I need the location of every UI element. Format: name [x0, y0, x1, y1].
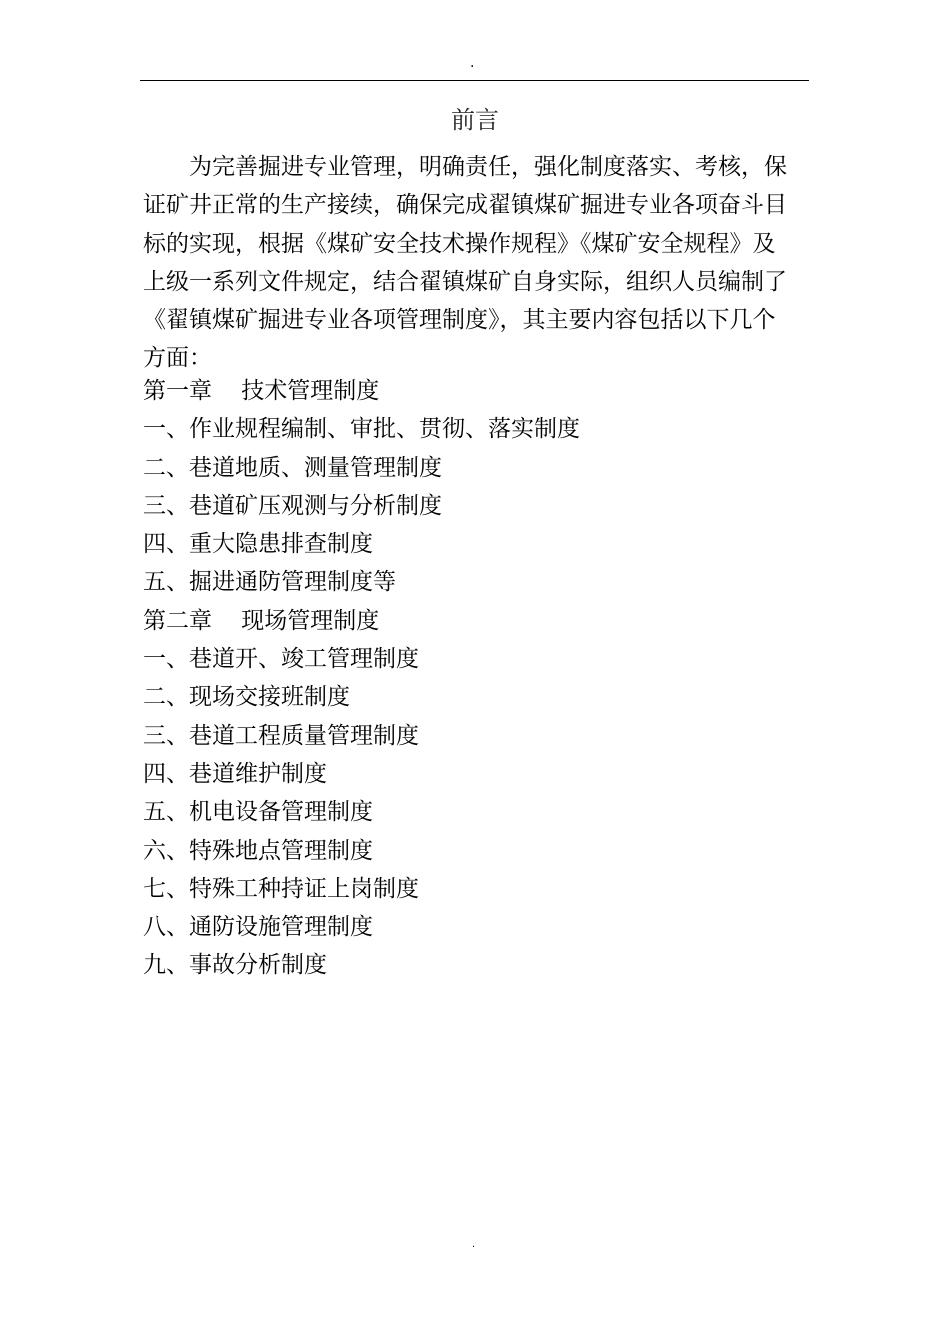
- outline-item: 二、现场交接班制度: [143, 684, 350, 711]
- intro-paragraph: [143, 148, 823, 378]
- outline-item: 三、巷道矿压观测与分析制度: [143, 492, 442, 519]
- outline-item: 四、巷道维护制度: [143, 760, 327, 787]
- outline-item: 三、巷道工程质量管理制度: [143, 722, 419, 749]
- outline-item: 一、作业规程编制、审批、贯彻、落实制度: [143, 416, 580, 443]
- outline-item: 九、事故分析制度: [143, 952, 327, 979]
- outline-item: 五、掘进通防管理制度等: [143, 569, 396, 596]
- outline-item: 七、特殊工种持证上岗制度: [143, 875, 419, 902]
- outline-item: 二、巷道地质、测量管理制度: [143, 454, 442, 481]
- outline-item: 八、通防设施管理制度: [143, 914, 373, 941]
- header-rule: [140, 80, 809, 81]
- outline-item: 四、重大隐患排查制度: [143, 531, 373, 558]
- intro-text: 为完善掘进专业管理，明确责任，强化制度落实、考核，保 证矿井正常的生产接续，确保完成翟镇煤矿掘进专业各项奋斗目 标的实现，根据《煤矿安全技术操作规程》《煤矿安全规程》及 上级一系列文件规定，结合翟镇煤矿自身实际，组织人员编制了 《翟镇煤矿掘进专业各项管理制度》，其主要内容包括以下几个 方面：: [143, 154, 787, 372]
- page-title: 前言: [451, 106, 499, 134]
- chapter-heading: 第二章 现场管理制度: [143, 607, 380, 634]
- outline-list: [143, 372, 823, 985]
- footer-dot: .: [472, 1239, 476, 1250]
- outline-item: 五、机电设备管理制度: [143, 799, 373, 826]
- header-dot: .: [470, 55, 475, 71]
- outline-item: 六、特殊地点管理制度: [143, 837, 373, 864]
- chapter-heading: 第一章 技术管理制度: [143, 378, 380, 404]
- outline-item: 一、巷道开、竣工管理制度: [143, 646, 419, 673]
